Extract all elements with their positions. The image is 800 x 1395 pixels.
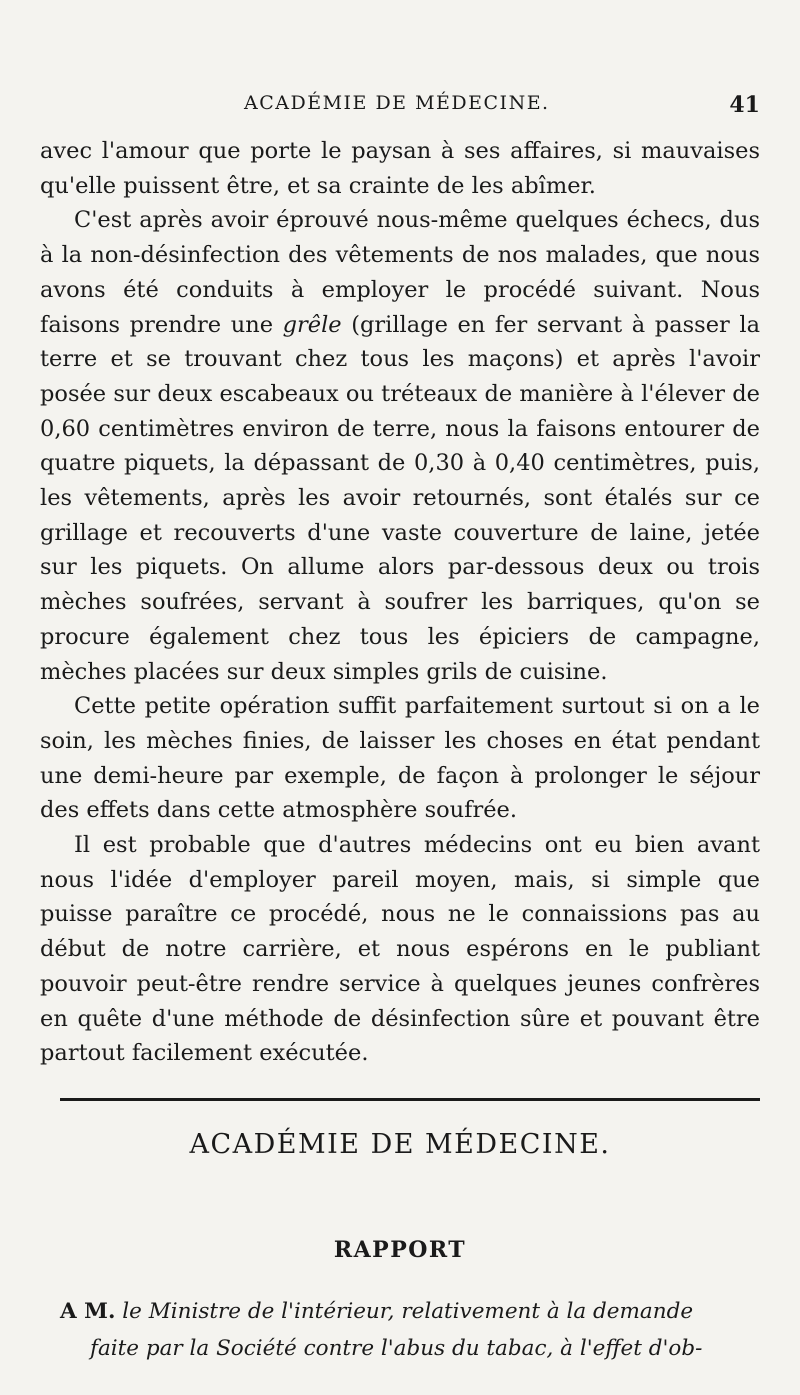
emphasis-text: grêle [282, 311, 342, 338]
section-heading: ACADÉMIE DE MÉDECINE. [189, 1129, 611, 1160]
running-title: ACADÉMIE DE MÉDECINE. [244, 92, 550, 114]
intro-addressee: A M. [60, 1299, 116, 1324]
report-heading: RAPPORT [333, 1237, 467, 1263]
intro-line: faite par la Société contre l'abus du tabac, à l'effet d'ob- [90, 1336, 703, 1361]
intro-line [60, 1293, 760, 1330]
running-header [44, 92, 760, 122]
paragraph [40, 203, 760, 689]
report-intro [60, 1293, 760, 1367]
paragraph: Cette petite opération suffit parfaitement surtout si on a le soin, les mèches finies, de laisser les choses en état pendant une demi-heure par exemple, de façon à prolonger le séjour des effets dans cette atmosphère soufrée. [40, 693, 760, 824]
paragraph: Il est probable que d'autres médecins ont eu bien avant nous l'idée d'employer pareil moyen, mais, si simple que puisse paraître ce procédé, nous ne le connaissions pas au début de notre carrière, et nous espérons en le publiant pouvoir peut-être rendre service à quelques jeunes confrères en quête d'une méthode de désinfection sûre et pouvant être partout facilement exécutée. [40, 832, 760, 1067]
paragraph: avec l'amour que porte le paysan à ses affaires, si mauvaises qu'elle puissent être, et sa crainte de les abîmer. [40, 138, 760, 199]
page-number: 41 [729, 92, 760, 118]
body-text [40, 134, 760, 1071]
section-divider [60, 1098, 760, 1101]
paragraph-text: C'est après avoir éprouvé nous-même quelques échecs, dus à la non-désinfection des vêtements de nos malades, que nous avons été conduits à employer le procédé suivant. Nous faisons prendre une [40, 207, 760, 338]
intro-text: le Ministre de l'intérieur, relativement à la demande [115, 1299, 694, 1324]
paragraph-text: (grillage en fer servant à passer la terre et se trouvant chez tous les maçons) et après l'avoir posée sur deux escabeaux ou tréteaux de manière à l'élever de 0,60 centimètres environ de terre, nous la faisons entourer de quatre piquets, la dépassant de 0,30 à 0,40 centimètres, puis, les vêtements, après les avoir retournés, sont étalés sur ce grillage et recouverts d'une vaste couverture de laine, jetée sur les piquets. On allume alors par-dessous deux ou trois mèches soufrées, servant à soufrer les barriques, qu'on se procure également chez tous les épiciers de campagne, mèches placées sur deux simples grils de cuisine. [40, 311, 760, 685]
